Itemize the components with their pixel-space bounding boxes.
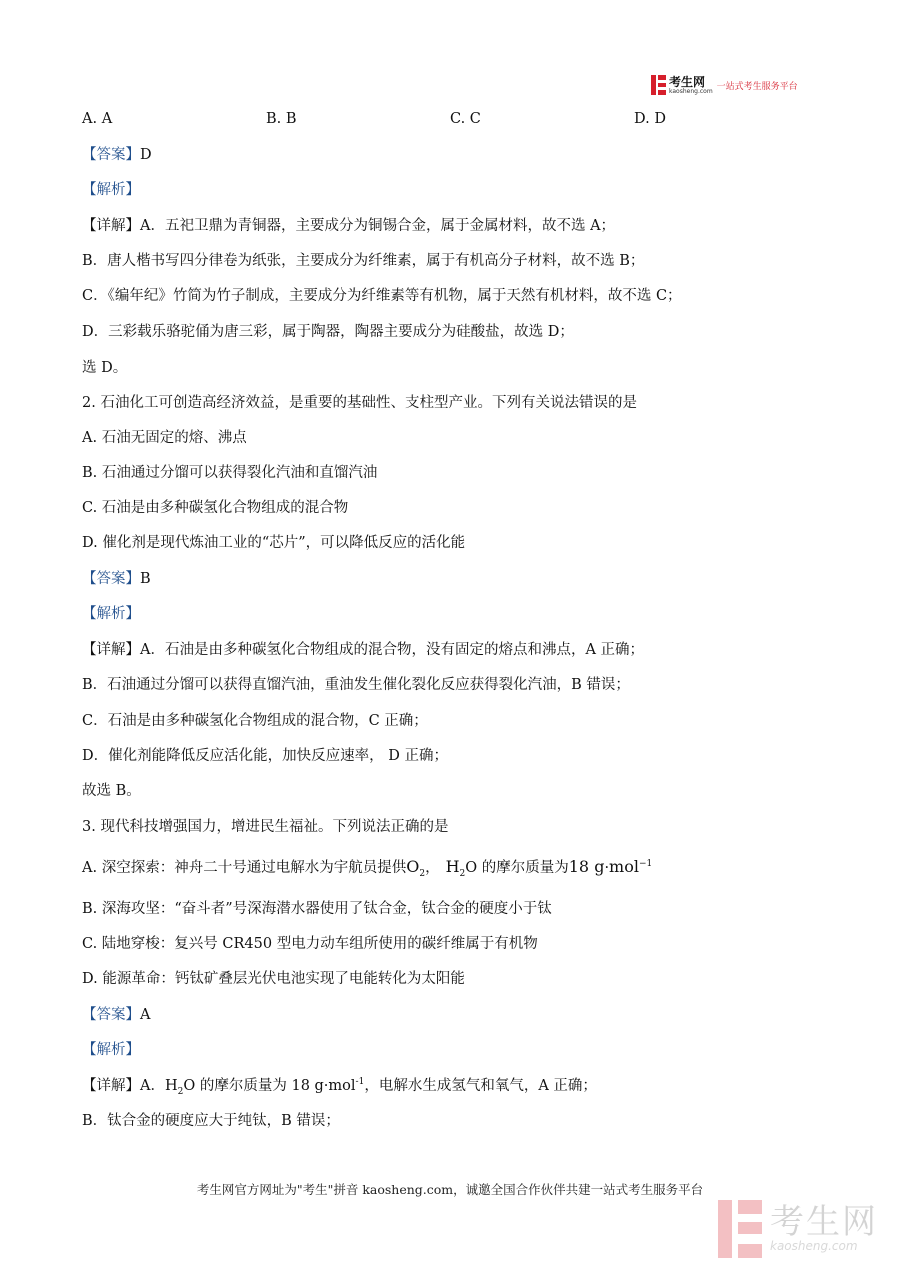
text-line: B．石油通过分馏可以获得直馏汽油，重油发生催化裂化反应获得裂化汽油，B 错误；: [82, 677, 630, 693]
logo-slogan: 一站式考生服务平台: [716, 81, 798, 92]
text-line: 选 D。: [82, 360, 128, 376]
watermark-url: kaosheng.com: [770, 1239, 858, 1253]
answer-line: 【答案】D: [82, 147, 152, 163]
logo-name: 考生网: [669, 74, 706, 89]
watermark: [718, 1200, 878, 1258]
q2-option-b: B. 石油通过分馏可以获得裂化汽油和直馏汽油: [82, 465, 378, 481]
option-b: B. B: [266, 111, 297, 127]
q3-option-a: A. 深空探索：神舟二十号通过电解水为宇航员提供$O_2$， $H_2O$ 的摩尔质量为18 g·mol$^{-1}$: [82, 857, 653, 879]
answer-line: 【答案】A: [82, 1007, 151, 1023]
text-line: D．催化剂能降低反应活化能，加快反应速率， D 正确；: [82, 748, 448, 764]
option-c: C. C: [450, 111, 481, 127]
analysis-label: 【解析】: [82, 606, 140, 622]
option-a: A. A: [82, 111, 113, 127]
q2-option-c: C. 石油是由多种碳氢化合物组成的混合物: [82, 500, 349, 516]
analysis-label: 【解析】: [82, 182, 140, 198]
q2-option-a: A. 石油无固定的熔、沸点: [82, 430, 247, 446]
q3-option-b: B. 深海攻坚：“奋斗者”号深海潜水器使用了钛合金，钛合金的硬度小于钛: [82, 901, 552, 917]
text-line: 【详解】A．五祀卫鼎为青铜器，主要成分为铜锡合金，属于金属材料，故不选 A；: [82, 218, 616, 234]
answer-line: 【答案】B: [82, 571, 151, 587]
text-line: D．三彩载乐骆驼俑为唐三彩，属于陶器，陶器主要成分为硅酸盐，故选 D；: [82, 324, 574, 340]
q3-option-d: D. 能源革命：钙钛矿叠层光伏电池实现了电能转化为太阳能: [82, 971, 465, 987]
page-footer: 考生网官方网址为"考生"拼音 kaosheng.com，诚邀全国合作伙伴共建一站式考生服务平台: [196, 1182, 704, 1197]
text-line: 【详解】A．石油是由多种碳氢化合物组成的混合物，没有固定的熔点和沸点，A 正确；: [82, 642, 645, 658]
q3-detail-b: B．钛合金的硬度应大于纯钛，B 错误；: [82, 1113, 340, 1129]
watermark-name: 考生网: [770, 1202, 878, 1242]
watermark-logo-icon: [718, 1200, 762, 1258]
analysis-label: 【解析】: [82, 1042, 140, 1058]
question-2: 2. 石油化工可创造高经济效益，是重要的基础性、支柱型产业。下列有关说法错误的是: [82, 395, 637, 411]
header-logo: [651, 74, 798, 96]
logo-url: kaosheng.com: [669, 87, 713, 95]
text-line: B．唐人楷书写四分律卷为纸张，主要成分为纤维素，属于有机高分子材料，故不选 B；: [82, 253, 645, 269]
text-line: C．石油是由多种碳氢化合物组成的混合物，C 正确；: [82, 713, 428, 729]
q3-detail-a: 【详解】A．$H_2O$ 的摩尔质量为 18 g·mol$^{-1}$，电解水生成氢气和氧气，A 正确；: [82, 1077, 597, 1097]
q2-option-d: D. 催化剂是现代炼油工业的“芯片”，可以降低反应的活化能: [82, 535, 466, 551]
question-3: 3. 现代科技增强国力，增进民生福祉。下列说法正确的是: [82, 819, 449, 835]
option-d: D. D: [634, 111, 666, 127]
logo-icon: [651, 75, 666, 95]
q3-option-c: C. 陆地穿梭：复兴号 CR450 型电力动车组所使用的碳纤维属于有机物: [82, 936, 538, 952]
text-line: 故选 B。: [82, 783, 141, 799]
text-line: C．《编年纪》竹简为竹子制成，主要成分为纤维素等有机物，属于天然有机材料，故不选 C；: [82, 288, 682, 304]
